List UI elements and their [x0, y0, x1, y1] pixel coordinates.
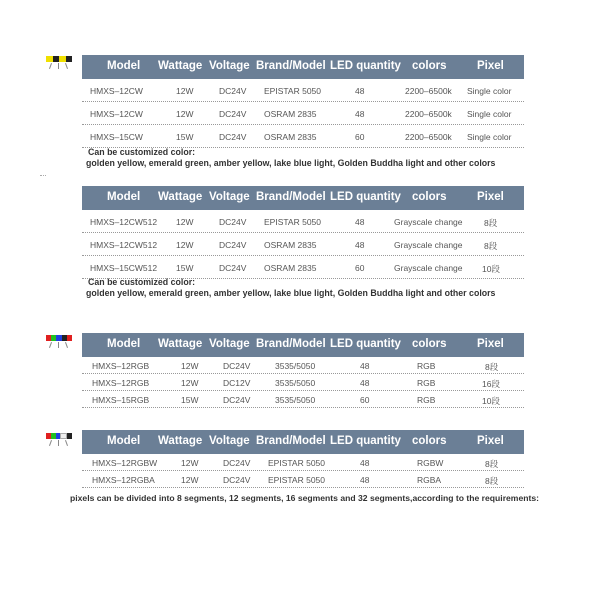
- table-header: [82, 430, 524, 454]
- table-row: [82, 79, 524, 102]
- cell-voltage: DC24V: [219, 217, 247, 227]
- header-colors: colors: [412, 191, 447, 203]
- cell-colors: RGB: [417, 361, 436, 371]
- header-voltage: Voltage: [209, 435, 250, 447]
- cell-colors: RGBA: [417, 475, 442, 485]
- header-led-quantity: LED quantity: [330, 435, 401, 447]
- single-color-led-icon: [46, 56, 72, 70]
- cell-brand: OSRAM 2835: [264, 263, 317, 273]
- cell-led-qty: 60: [360, 395, 370, 405]
- cell-model: HMXS–15CW512: [90, 263, 158, 273]
- cell-brand: 3535/5050: [275, 361, 316, 371]
- cell-led-qty: 48: [355, 109, 365, 119]
- cell-model: HMXS–12RGBA: [92, 475, 155, 485]
- cell-voltage: DC24V: [219, 132, 247, 142]
- cell-voltage: DC24V: [219, 263, 247, 273]
- header-brand-model: Brand/Model: [256, 60, 326, 72]
- cell-wattage: 12W: [181, 378, 199, 388]
- customize-note-1: [88, 147, 495, 169]
- cell-model: HMXS–12CW: [90, 86, 143, 96]
- cell-wattage: 12W: [176, 86, 194, 96]
- cell-model: HMXS–12CW512: [90, 217, 158, 227]
- cell-led-qty: 48: [355, 86, 365, 96]
- cell-voltage: DC24V: [223, 458, 251, 468]
- cell-pixel: 10段: [482, 264, 500, 274]
- cell-model: HMXS–15RGB: [92, 395, 150, 405]
- header-led-quantity: LED quantity: [330, 191, 401, 203]
- rgb-table: [82, 333, 524, 408]
- cell-wattage: 12W: [176, 217, 194, 227]
- cw-single-color-table: [82, 55, 524, 148]
- table-row: [82, 125, 524, 148]
- cell-brand: OSRAM 2835: [264, 132, 317, 142]
- cell-wattage: 12W: [181, 361, 199, 371]
- header-pixel: Pixel: [477, 60, 504, 72]
- header-led-quantity: LED quantity: [330, 338, 401, 350]
- cell-colors: RGB: [417, 378, 436, 388]
- cell-brand: EPISTAR 5050: [264, 217, 322, 227]
- cell-pixel: Single color: [467, 109, 512, 119]
- header-model: Model: [107, 435, 141, 447]
- note-body: golden yellow, emerald green, amber yellow, lake blue light, Golden Buddha light and other colors: [86, 288, 496, 298]
- table-row: [82, 454, 524, 471]
- header-brand-model: Brand/Model: [256, 191, 326, 203]
- cell-led-qty: 48: [355, 240, 365, 250]
- header-brand-model: Brand/Model: [256, 435, 326, 447]
- cell-pixel: 8段: [484, 241, 498, 251]
- cell-model: HMXS–12RGB: [92, 378, 150, 388]
- cell-colors: Grayscale change: [394, 240, 463, 250]
- header-colors: colors: [412, 60, 447, 72]
- header-voltage: Voltage: [209, 191, 250, 203]
- header-model: Model: [107, 60, 141, 72]
- cell-wattage: 12W: [176, 240, 194, 250]
- header-pixel: Pixel: [477, 435, 504, 447]
- cell-pixel: 8段: [485, 476, 499, 486]
- cell-colors: Grayscale change: [394, 217, 463, 227]
- cell-brand: EPISTAR 5050: [264, 86, 322, 96]
- cell-brand: 3535/5050: [275, 395, 316, 405]
- header-pixel: Pixel: [477, 191, 504, 203]
- cell-colors: RGB: [417, 395, 436, 405]
- header-wattage: Wattage: [158, 435, 203, 447]
- table-row: [82, 374, 524, 391]
- cell-wattage: 12W: [181, 475, 199, 485]
- header-wattage: Wattage: [158, 60, 203, 72]
- cell-voltage: DC24V: [223, 475, 251, 485]
- cell-model: HMXS–12RGBW: [92, 458, 158, 468]
- table-row: [82, 102, 524, 125]
- header-led-quantity: LED quantity: [330, 60, 401, 72]
- cell-model: HMXS–12CW512: [90, 240, 158, 250]
- cell-wattage: 12W: [181, 458, 199, 468]
- cell-colors: RGBW: [417, 458, 444, 468]
- cw512-grayscale-table: [82, 186, 524, 279]
- cell-led-qty: 48: [360, 361, 370, 371]
- header-colors: colors: [412, 435, 447, 447]
- cell-voltage: DC24V: [219, 109, 247, 119]
- table-row: [82, 256, 524, 279]
- header-brand-model: Brand/Model: [256, 338, 326, 350]
- segments-note: pixels can be divided into 8 segments, 12 segments, 16 segments and 32 segments,according to the requirements:: [70, 493, 539, 503]
- cell-wattage: 15W: [181, 395, 199, 405]
- cell-led-qty: 48: [360, 475, 370, 485]
- cell-colors: 2200–6500k: [405, 86, 452, 96]
- rgbw-rgba-table: [82, 430, 524, 488]
- header-pixel: Pixel: [477, 338, 504, 350]
- divider-mark: [40, 175, 46, 176]
- header-colors: colors: [412, 338, 447, 350]
- cell-pixel: Single color: [467, 132, 512, 142]
- cell-led-qty: 60: [355, 263, 365, 273]
- table-row: [82, 357, 524, 374]
- table-header: [82, 333, 524, 357]
- header-wattage: Wattage: [158, 191, 203, 203]
- cell-led-qty: 48: [360, 458, 370, 468]
- rgbw-led-icon: [46, 433, 72, 447]
- cell-model: HMXS–15CW: [90, 132, 143, 142]
- table-header: [82, 55, 524, 79]
- cell-pixel: 16段: [482, 379, 500, 389]
- note-title: Can be customized color:: [88, 277, 196, 287]
- cell-colors: 2200–6500k: [405, 132, 452, 142]
- header-model: Model: [107, 191, 141, 203]
- cell-model: HMXS–12CW: [90, 109, 143, 119]
- cell-wattage: 12W: [176, 109, 194, 119]
- cell-voltage: DC24V: [219, 240, 247, 250]
- cell-wattage: 15W: [176, 263, 194, 273]
- cell-wattage: 15W: [176, 132, 194, 142]
- header-voltage: Voltage: [209, 338, 250, 350]
- table-row: [82, 471, 524, 488]
- cell-led-qty: 48: [360, 378, 370, 388]
- cell-pixel: Single color: [467, 86, 512, 96]
- header-wattage: Wattage: [158, 338, 203, 350]
- cell-led-qty: 48: [355, 217, 365, 227]
- rgb-led-icon: [46, 335, 72, 349]
- table-row: [82, 210, 524, 233]
- cell-pixel: 8段: [485, 459, 499, 469]
- table-header: [82, 186, 524, 210]
- cell-voltage: DC24V: [219, 86, 247, 96]
- cell-pixel: 8段: [485, 362, 499, 372]
- cell-pixel: 10段: [482, 396, 500, 406]
- cell-voltage: DC12V: [223, 378, 251, 388]
- cell-model: HMXS–12RGB: [92, 361, 150, 371]
- cell-voltage: DC24V: [223, 395, 251, 405]
- cell-brand: 3535/5050: [275, 378, 316, 388]
- cell-brand: EPISTAR 5050: [268, 475, 326, 485]
- table-row: [82, 391, 524, 408]
- cell-voltage: DC24V: [223, 361, 251, 371]
- cell-pixel: 8段: [484, 218, 498, 228]
- header-voltage: Voltage: [209, 60, 250, 72]
- cell-brand: OSRAM 2835: [264, 109, 317, 119]
- cell-colors: Grayscale change: [394, 263, 463, 273]
- cell-brand: EPISTAR 5050: [268, 458, 326, 468]
- cell-colors: 2200–6500k: [405, 109, 452, 119]
- cell-brand: OSRAM 2835: [264, 240, 317, 250]
- note-body: golden yellow, emerald green, amber yellow, lake blue light, Golden Buddha light and other colors: [86, 158, 496, 168]
- customize-note-2: [88, 277, 495, 299]
- table-row: [82, 233, 524, 256]
- note-title: Can be customized color:: [88, 147, 196, 157]
- cell-led-qty: 60: [355, 132, 365, 142]
- header-model: Model: [107, 338, 141, 350]
